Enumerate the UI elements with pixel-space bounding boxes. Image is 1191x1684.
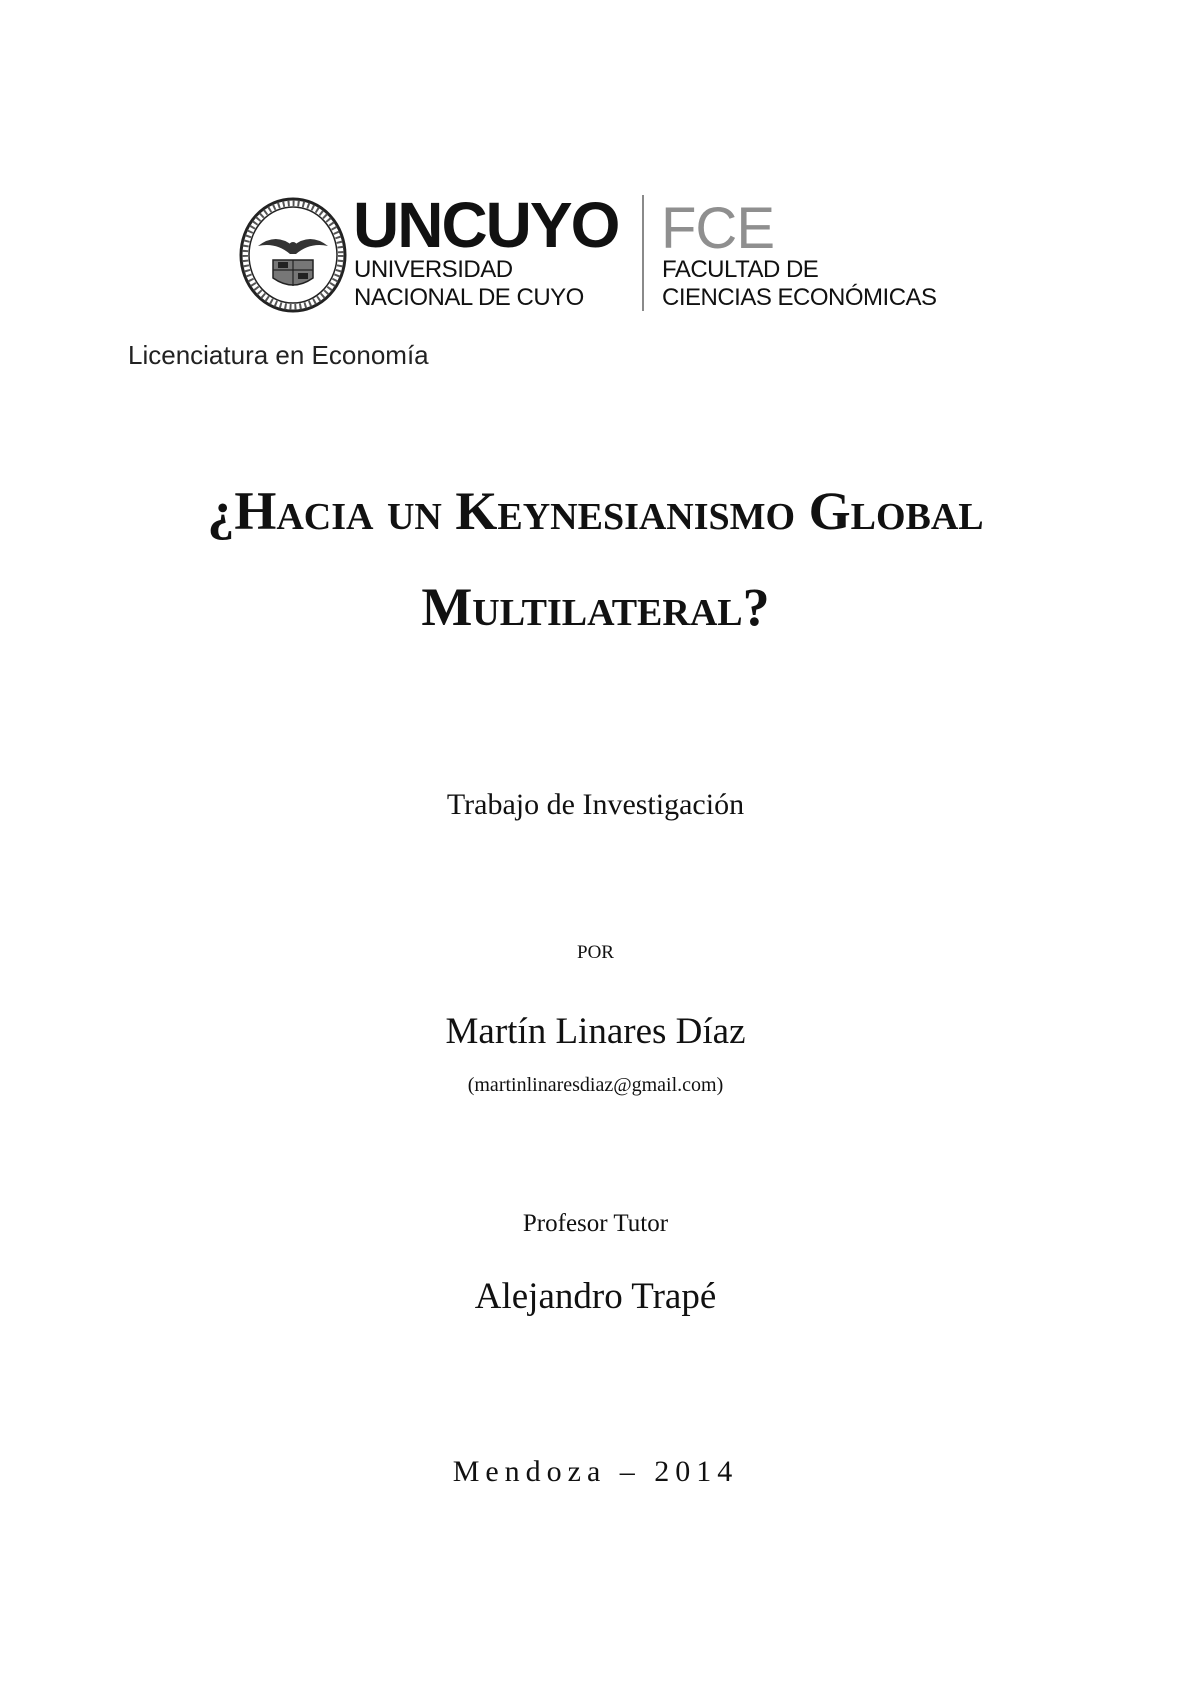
university-line-1: UNIVERSIDAD	[354, 256, 513, 283]
document-type: Trabajo de Investigación	[446, 788, 745, 821]
faculty-line-1: FACULTAD DE	[662, 256, 819, 283]
university-full-name	[354, 256, 584, 312]
tutor-label: Profesor Tutor	[522, 1210, 669, 1237]
place-date: Mendoza – 2014	[452, 1455, 739, 1488]
faculty-short-name: FCE	[661, 196, 774, 261]
tutor-name: Alejandro Trapé	[474, 1276, 717, 1317]
by-label: POR	[577, 942, 614, 963]
university-short-name: UNCUYO	[353, 189, 619, 261]
faculty-full-name	[662, 256, 937, 312]
faculty-line-2: CIENCIAS ECONÓMICAS	[662, 284, 937, 311]
university-seal-icon	[238, 196, 348, 314]
title-line-2: Multilateral?	[421, 577, 770, 637]
title-line-1: ¿Hacia un Keynesianismo Global	[207, 481, 984, 541]
author-email: (martinlinaresdiaz@gmail.com)	[467, 1074, 724, 1096]
author-name: Martín Linares Díaz	[445, 1011, 746, 1052]
university-line-2: NACIONAL DE CUYO	[354, 284, 584, 311]
program-name: Licenciatura en Economía	[128, 340, 429, 370]
logo-divider	[642, 195, 644, 311]
